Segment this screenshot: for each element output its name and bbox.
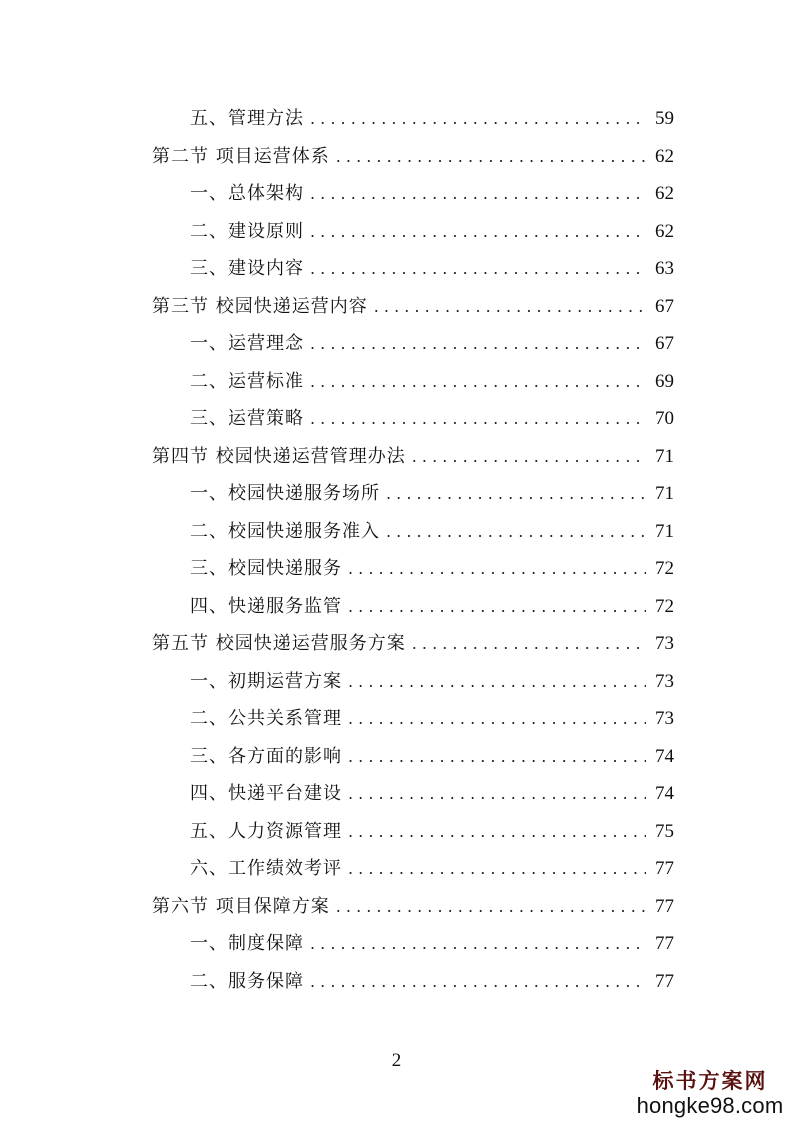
toc-entry-page-number: 73 xyxy=(655,708,674,729)
toc-dot-leader xyxy=(348,663,646,701)
table-of-contents xyxy=(152,100,674,1000)
toc-entry-title: 四、快递服务监管 xyxy=(190,595,342,617)
toc-dot-leader xyxy=(310,963,646,1001)
toc-subsection-entry[interactable] xyxy=(152,663,674,701)
toc-entry-page-number: 69 xyxy=(655,370,674,392)
toc-entry-page-number: 74 xyxy=(655,745,674,767)
toc-entry-page-number: 73 xyxy=(655,633,674,654)
toc-entry-title: 第三节 校园快递运营内容 xyxy=(152,295,368,317)
toc-subsection-entry[interactable] xyxy=(152,400,674,438)
toc-entry-page-number: 62 xyxy=(655,183,674,204)
toc-subsection-entry[interactable] xyxy=(152,325,674,363)
toc-entry-title: 一、运营理念 xyxy=(190,333,304,354)
toc-entry-page-number: 67 xyxy=(655,333,674,354)
toc-dot-leader xyxy=(348,850,646,888)
toc-dot-leader xyxy=(310,100,646,138)
toc-entry-title: 一、初期运营方案 xyxy=(190,670,342,692)
toc-dot-leader xyxy=(310,363,646,401)
toc-dot-leader xyxy=(386,475,646,513)
toc-entry-title: 一、制度保障 xyxy=(190,933,304,954)
toc-section-entry[interactable] xyxy=(152,138,674,176)
toc-entry-page-number: 77 xyxy=(655,895,674,917)
toc-entry-page-number: 71 xyxy=(655,445,674,467)
toc-dot-leader xyxy=(310,400,646,438)
toc-dot-leader xyxy=(310,325,646,363)
toc-subsection-entry[interactable] xyxy=(152,513,674,551)
watermark-site-name: 标书方案网 xyxy=(652,1069,768,1093)
toc-entry-title: 第五节 校园快递运营服务方案 xyxy=(152,633,406,654)
toc-dot-leader xyxy=(348,588,646,626)
toc-subsection-entry[interactable] xyxy=(152,363,674,401)
toc-entry-title: 二、建设原则 xyxy=(190,220,304,242)
toc-subsection-entry[interactable] xyxy=(152,738,674,776)
toc-entry-page-number: 72 xyxy=(655,595,674,617)
toc-entry-title: 第六节 项目保障方案 xyxy=(152,895,330,917)
toc-subsection-entry[interactable] xyxy=(152,250,674,288)
toc-entry-page-number: 77 xyxy=(655,858,674,879)
toc-dot-leader xyxy=(310,925,646,963)
toc-dot-leader xyxy=(348,738,646,776)
watermark-url: hongke98.com xyxy=(636,1093,784,1118)
toc-subsection-entry[interactable] xyxy=(152,925,674,963)
toc-entry-title: 三、校园快递服务 xyxy=(190,558,342,579)
toc-entry-page-number: 62 xyxy=(655,145,674,167)
toc-entry-page-number: 77 xyxy=(655,933,674,954)
toc-subsection-entry[interactable] xyxy=(152,475,674,513)
toc-entry-title: 一、校园快递服务场所 xyxy=(190,483,380,504)
toc-subsection-entry[interactable] xyxy=(152,550,674,588)
toc-entry-title: 四、快递平台建设 xyxy=(190,783,342,804)
toc-entry-title: 第四节 校园快递运营管理办法 xyxy=(152,445,406,467)
toc-entry-page-number: 73 xyxy=(655,670,674,692)
toc-dot-leader xyxy=(348,813,646,851)
toc-subsection-entry[interactable] xyxy=(152,813,674,851)
toc-entry-page-number: 72 xyxy=(655,558,674,579)
toc-entry-title: 二、服务保障 xyxy=(190,970,304,992)
toc-entry-page-number: 71 xyxy=(655,520,674,542)
toc-entry-page-number: 70 xyxy=(655,408,674,429)
toc-entry-title: 五、人力资源管理 xyxy=(190,820,342,842)
toc-section-entry[interactable] xyxy=(152,625,674,663)
toc-subsection-entry[interactable] xyxy=(152,100,674,138)
toc-entry-title: 三、建设内容 xyxy=(190,258,304,279)
toc-section-entry[interactable] xyxy=(152,438,674,476)
toc-subsection-entry[interactable] xyxy=(152,588,674,626)
toc-entry-page-number: 75 xyxy=(655,820,674,842)
toc-dot-leader xyxy=(310,175,646,213)
toc-subsection-entry[interactable] xyxy=(152,850,674,888)
page-number: 2 xyxy=(391,1050,402,1071)
toc-dot-leader xyxy=(310,213,646,251)
toc-dot-leader xyxy=(348,775,646,813)
toc-dot-leader xyxy=(374,288,646,326)
toc-entry-title: 五、管理方法 xyxy=(190,108,304,129)
toc-entry-title: 二、运营标准 xyxy=(190,370,304,392)
toc-entry-title: 三、各方面的影响 xyxy=(190,745,342,767)
toc-dot-leader xyxy=(336,888,646,926)
toc-entry-page-number: 67 xyxy=(655,295,674,317)
toc-subsection-entry[interactable] xyxy=(152,775,674,813)
toc-section-entry[interactable] xyxy=(152,888,674,926)
toc-section-entry[interactable] xyxy=(152,288,674,326)
toc-subsection-entry[interactable] xyxy=(152,175,674,213)
toc-dot-leader xyxy=(310,250,646,288)
toc-entry-title: 六、工作绩效考评 xyxy=(190,858,342,879)
toc-entry-page-number: 77 xyxy=(655,970,674,992)
toc-entry-title: 二、校园快递服务准入 xyxy=(190,520,380,542)
toc-entry-page-number: 62 xyxy=(655,220,674,242)
toc-dot-leader xyxy=(348,550,646,588)
toc-entry-title: 二、公共关系管理 xyxy=(190,708,342,729)
watermark xyxy=(630,1068,790,1118)
toc-entry-page-number: 63 xyxy=(655,258,674,279)
toc-entry-page-number: 59 xyxy=(655,108,674,129)
toc-dot-leader xyxy=(348,700,646,738)
toc-entry-title: 第二节 项目运营体系 xyxy=(152,145,330,167)
toc-entry-title: 三、运营策略 xyxy=(190,408,304,429)
toc-dot-leader xyxy=(386,513,646,551)
toc-dot-leader xyxy=(412,438,646,476)
toc-subsection-entry[interactable] xyxy=(152,963,674,1001)
toc-subsection-entry[interactable] xyxy=(152,700,674,738)
toc-subsection-entry[interactable] xyxy=(152,213,674,251)
toc-dot-leader xyxy=(412,625,646,663)
toc-entry-page-number: 74 xyxy=(655,783,674,804)
toc-entry-title: 一、总体架构 xyxy=(190,183,304,204)
toc-entry-page-number: 71 xyxy=(655,483,674,504)
toc-dot-leader xyxy=(336,138,646,176)
